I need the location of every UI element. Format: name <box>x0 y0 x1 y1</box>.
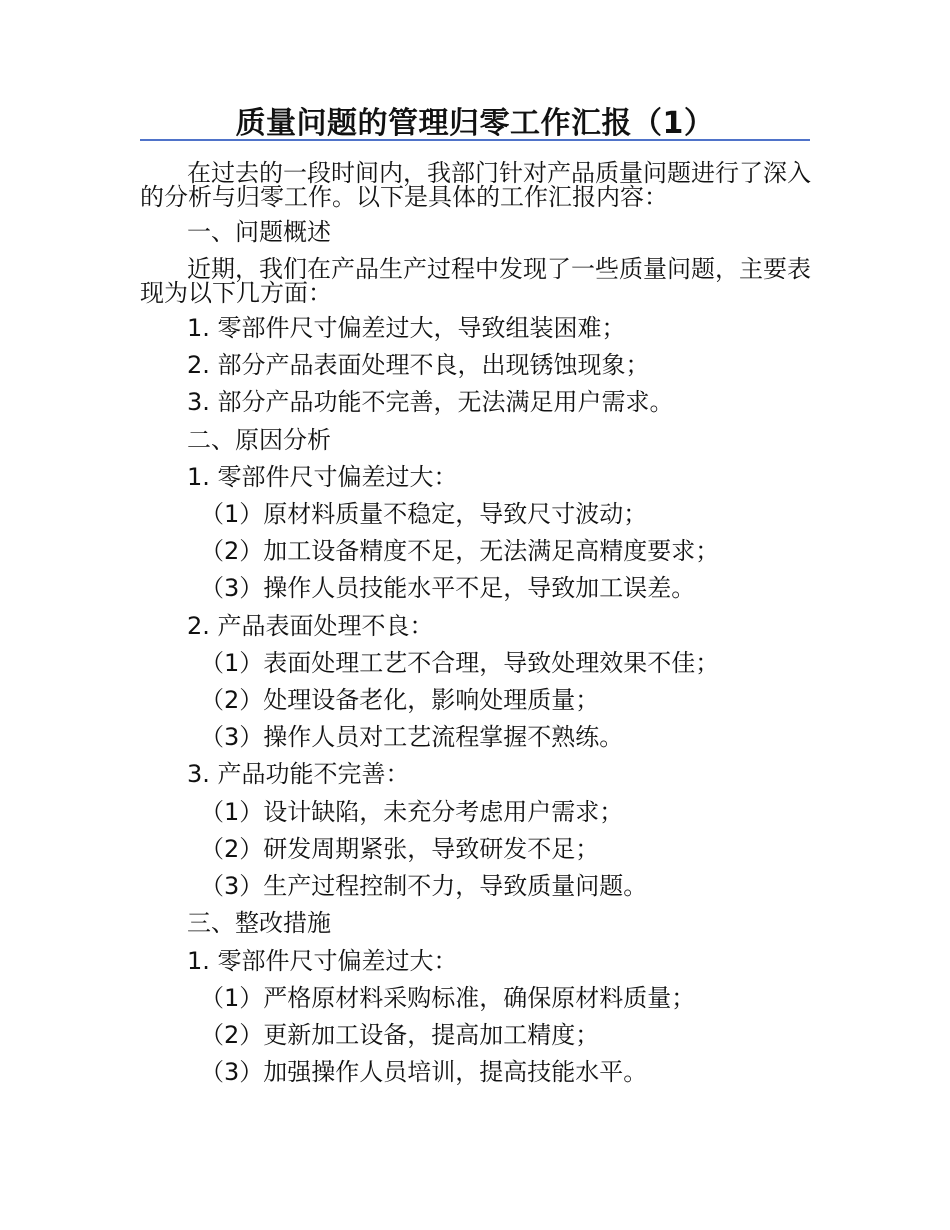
overview-paragraph: 近期，我们在产品生产过程中发现了一些质量问题，主要表现为以下几方面： <box>140 255 811 307</box>
list-item: （2）处理设备老化，影响处理质量； <box>200 686 600 714</box>
title-underline <box>140 139 810 141</box>
list-item: 1. 零部件尺寸偏差过大，导致组装困难； <box>187 314 626 342</box>
group-title: 1. 零部件尺寸偏差过大： <box>187 463 458 491</box>
group-title: 2. 产品表面处理不良： <box>187 612 434 640</box>
group-title: 1. 零部件尺寸偏差过大： <box>187 947 458 975</box>
list-item: （3）加强操作人员培训，提高技能水平。 <box>200 1058 648 1086</box>
list-item: （2）更新加工设备，提高加工精度； <box>200 1021 600 1049</box>
section-heading: 二、原因分析 <box>187 426 331 454</box>
list-item: （1）表面处理工艺不合理，导致处理效果不佳； <box>200 649 720 677</box>
list-item: （3）生产过程控制不力，导致质量问题。 <box>200 872 648 900</box>
list-item: （3）操作人员对工艺流程掌握不熟练。 <box>200 723 624 751</box>
group-title: 3. 产品功能不完善： <box>187 760 410 788</box>
section-heading: 三、整改措施 <box>187 909 331 937</box>
list-item: 2. 部分产品表面处理不良，出现锈蚀现象； <box>187 351 650 379</box>
list-item: （2）研发周期紧张，导致研发不足； <box>200 835 600 863</box>
list-item: （1）设计缺陷，未充分考虑用户需求； <box>200 798 624 826</box>
list-item: （1）原材料质量不稳定，导致尺寸波动； <box>200 500 648 528</box>
list-item: （1）严格原材料采购标准，确保原材料质量； <box>200 984 696 1012</box>
list-item: （3）操作人员技能水平不足，导致加工误差。 <box>200 574 696 602</box>
list-item: 3. 部分产品功能不完善，无法满足用户需求。 <box>187 388 674 416</box>
section-heading: 一、问题概述 <box>187 218 331 246</box>
page-title: 质量问题的管理归零工作汇报（1） <box>235 106 715 141</box>
intro-paragraph: 在过去的一段时间内，我部门针对产品质量问题进行了深入的分析与归零工作。以下是具体的工作汇报内容： <box>140 159 811 211</box>
list-item: （2）加工设备精度不足，无法满足高精度要求； <box>200 537 720 565</box>
